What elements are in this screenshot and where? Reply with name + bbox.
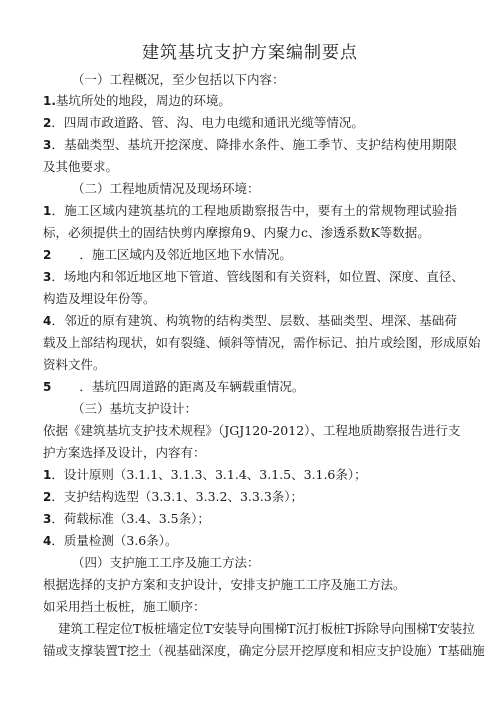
list-item-continuation: 构造及埋设年份等。 (43, 291, 156, 306)
list-item-continuation: 资料文件。 (43, 357, 106, 372)
section-heading: （一）工程概况，至少包括以下内容： (72, 72, 285, 87)
paragraph-line: 根据选择的支护方案和支护设计，安排支护施工工序及施工方法。 (43, 577, 406, 592)
section-heading: （二）工程地质情况及现场环境： (72, 181, 260, 196)
paragraph-line: 如采用挡土板桩，施工顺序： (43, 599, 206, 614)
list-item: 4．邻近的原有建筑、构筑物的结构类型、层数、基础类型、埋深、基础荷 (43, 313, 457, 328)
list-item-continuation: 及其他要求。 (43, 159, 119, 174)
list-item: 1．施工区域内建筑基坑的工程地质勘察报告中，要有土的常规物理试验指 (43, 203, 457, 218)
section-heading: （三）基坑支护设计： (72, 401, 198, 416)
list-item: 5 ．基坑四周道路的距离及车辆载重情况。 (43, 379, 305, 394)
list-item-continuation: 载及上部结构现状，如有裂缝、倾斜等情况，需作标记、拍片或绘图，形成原始 (43, 335, 481, 350)
list-item: 3．基础类型、基坑开挖深度、降排水条件、施工季节、支护结构使用期限 (43, 137, 457, 152)
list-item: 2．支护结构选型（3.3.1、3.3.2、3.3.3条）； (43, 489, 304, 504)
list-item: 1．设计原则（3.1.1、3.1.3、3.1.4、3.1.5、3.1.6条）； (43, 467, 367, 482)
list-item: 4．质量检测（3.6条）。 (43, 533, 178, 548)
section-heading: （四）支护施工工序及施工方法： (72, 555, 260, 570)
list-item: 2 ．施工区域内及邻近地区地下水情况。 (43, 247, 292, 262)
paragraph-line: 建筑工程定位T板桩墙定位T安装导向围梯T沉打板桩T拆除导向围梯T安装拉 (58, 621, 475, 636)
list-item: 3．场地内和邻近地区地下管道、管线图和有关资料，如位置、深度、直径、 (43, 269, 464, 284)
paragraph-line: 护方案选择及设计，内容有： (43, 445, 206, 460)
list-item: 2．四周市政道路、管、沟、电力电缆和通讯光缆等情况。 (43, 115, 364, 130)
page-title: 建筑基坑支护方案编制要点 (142, 43, 358, 63)
list-item: 3．荷载标准（3.4、3.5条）； (43, 511, 210, 526)
paragraph-line: 依据《建筑基坑支护技术规程》（JGJ120-2012）、工程地质勘察报告进行支 (43, 423, 461, 438)
list-item: 1.基坑所处的地段，周边的环境。 (43, 93, 231, 108)
list-item-continuation: 标，必须提供土的固结快剪内摩擦角9、内聚力c、渗透系数K等数据。 (43, 225, 430, 240)
paragraph-line: 锚或支撑装置T挖土（视基础深度，确定分层开挖厚度和相应支护设施）T基础施 (43, 643, 485, 658)
